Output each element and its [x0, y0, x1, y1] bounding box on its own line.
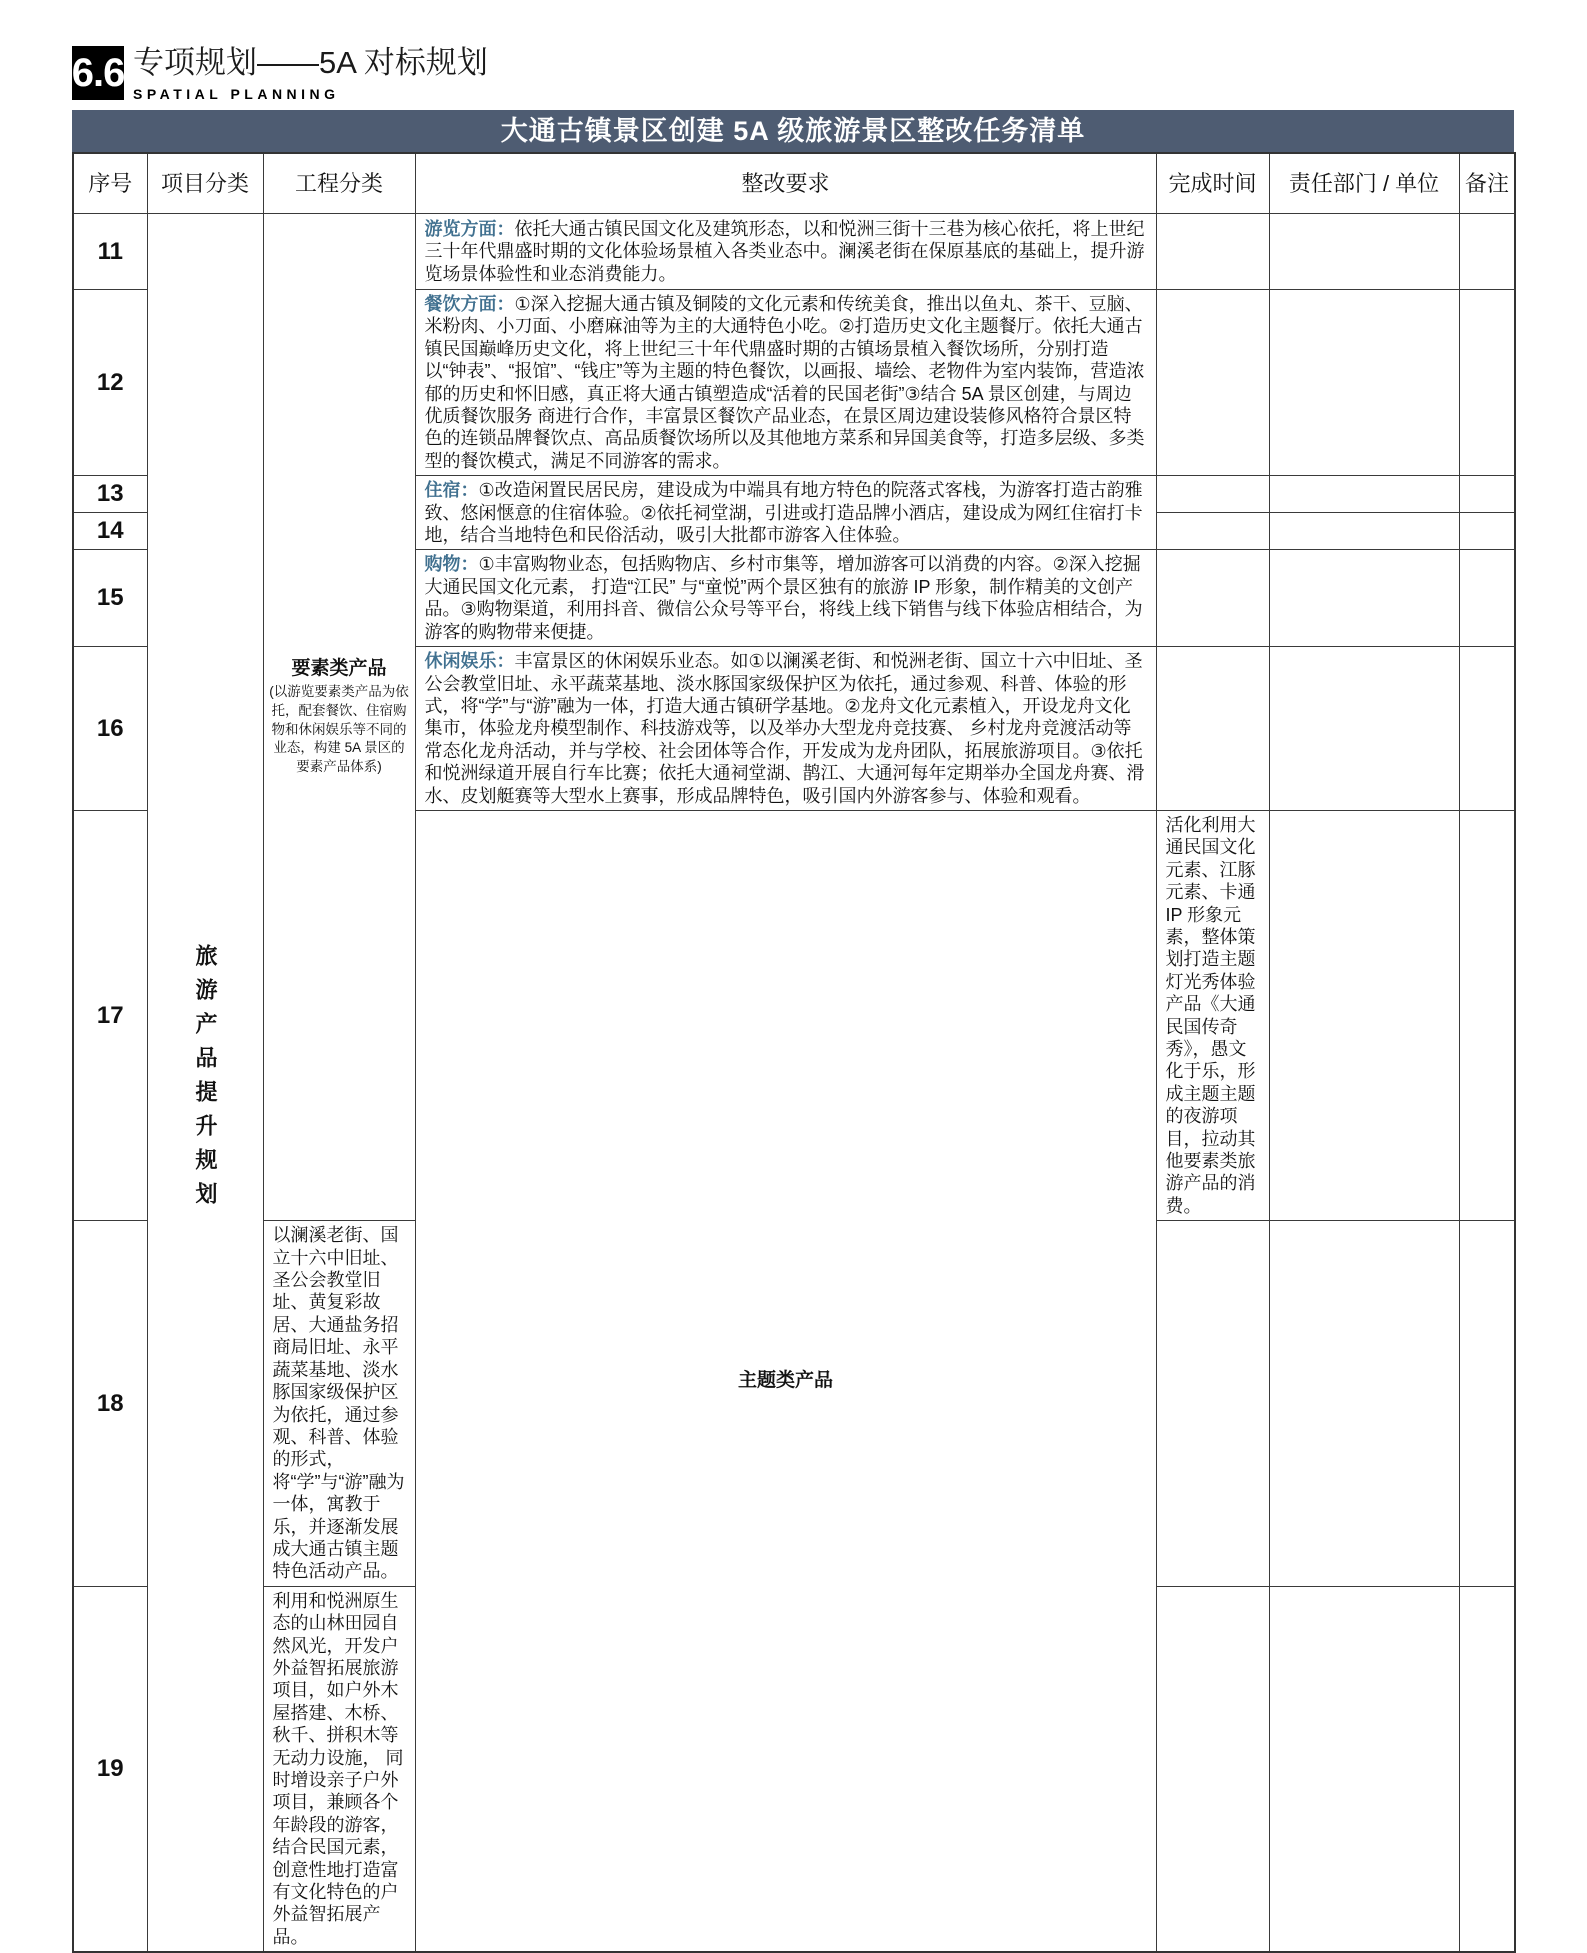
completion-time-cell	[1156, 1221, 1269, 1587]
responsible-dept-cell	[1269, 512, 1459, 550]
row-number: 13	[73, 476, 147, 513]
completion-time-cell	[1156, 550, 1269, 647]
project-category-cell	[147, 214, 263, 1953]
engineering-category-elements-cell	[263, 214, 415, 1221]
completion-time-cell	[1156, 214, 1269, 290]
remark-cell	[1459, 476, 1515, 513]
section-number-badge: 6.6	[72, 46, 124, 100]
row-number: 11	[73, 214, 147, 290]
requirement-text: 丰富景区的休闲娱乐业态。如①以澜溪老街、和悦洲老街、国立十六中旧址、圣公会教堂旧址、永平蔬菜基地、淡水豚国家级保护区为依托，通过参观、科普、体验的形式，将“学”与“游”融为一体，打造大通古镇研学基地。②龙舟文化元素植入，开设龙舟文化集市，体验龙舟模型制作、科技游戏等，以及举办大型龙舟竞技赛、 乡村龙舟竞渡活动等常态化龙舟活动，并与学校、社会团体等合作，开发成为龙舟团队，拓展旅游项目。③依托和悦洲绿道开展自行车比赛；依托大通祠堂湖、鹊江、大通河每年定期举办全国龙舟赛、滑水、皮划艇赛等大型水上赛事，形成品牌特色，吸引国内外游客参与、体验和观看。	[424, 651, 1145, 806]
remark-cell	[1459, 290, 1515, 476]
requirement-cell	[263, 1586, 415, 1952]
completion-time-cell	[1156, 290, 1269, 476]
responsible-dept-cell	[1269, 290, 1459, 476]
responsible-dept-cell	[1269, 1586, 1459, 1952]
requirement-label: 休闲娱乐：	[424, 651, 515, 672]
requirement-cell	[263, 1221, 415, 1587]
engineering-category-theme-cell	[415, 810, 1156, 1952]
responsible-dept-cell	[1269, 476, 1459, 513]
elements-product-note: (以游览要素类产品为依托，配套餐饮、住宿购物和休闲娱乐等不同的业态，构建 5A 景区的要素产品体系)	[269, 683, 409, 775]
remark-cell	[1459, 1221, 1515, 1587]
page-header	[72, 46, 488, 102]
requirement-text: ①丰富购物业态，包括购物店、乡村市集等，增加游客可以消费的内容。②深入挖掘大通民国文化元素， 打造“江民” 与“童悦”两个景区独有的旅游 IP 形象，制作精美的文创产品。③购物渠道，利用抖音、微信公众号等平台，将线上线下销售与线下体验店相结合，为游客的购物带来便捷。	[424, 554, 1143, 642]
row-number: 15	[73, 550, 147, 647]
requirement-label: 住宿：	[424, 480, 479, 501]
requirement-text: ①深入挖掘大通古镇及铜陵的文化元素和传统美食，推出以鱼丸、茶干、豆脑、米粉肉、小刀面、小磨麻油等为主的大通特色小吃。②打造历史文化主题餐厅。依托大通古镇民国巅峰历史文化，将上世纪三十年代鼎盛时期的古镇场景植入餐饮场所，分别打造以“钟表”、“报馆”、“钱庄”等为主题的特色餐饮，以画报、墙绘、老物件为室内装饰，营造浓郁的历史和怀旧感，真正将大通古镇塑造成“活着的民国老街”③结合 5A 景区创建，与周边优质餐饮服务 商进行合作，丰富景区餐饮产品业态，在景区周边建设装修风格符合景区特色的连锁品牌餐饮点、高品质餐饮场所以及其他地方菜系和异国美食等，打造多层级、多类型的餐饮模式，满足不同游客的需求。	[424, 294, 1145, 471]
column-header-project: 项目分类	[147, 153, 263, 214]
page-title: 专项规划——5A 对标规划	[133, 45, 488, 80]
column-header-engineering: 工程分类	[263, 153, 415, 214]
row-number: 14	[73, 512, 147, 550]
column-header-remark: 备注	[1459, 153, 1515, 214]
task-table	[72, 152, 1516, 1953]
project-category-label: 旅游产品提升规划	[193, 944, 218, 1217]
row-number: 19	[73, 1586, 147, 1952]
requirement-cell	[415, 550, 1156, 647]
requirement-text: 依托大通古镇民国文化及建筑形态，以和悦洲三街十三巷为核心依托，将上世纪三十年代鼎盛时期的文化体验场景植入各类业态中。澜溪老街在保原基底的基础上，提升游览场景体验性和业态消费能力。	[424, 218, 1145, 284]
requirement-text: 利用和悦洲原生态的山林田园自然风光，开发户外益智拓展旅游项目，如户外木屋搭建、木桥、秋千、拼积木等无动力设施， 同时增设亲子户外项目，兼顾各个年龄段的游客，结合民国元素，创意性地打造富有文化特色的户外益智拓展产品。	[272, 1590, 404, 1947]
completion-time-cell	[1156, 1586, 1269, 1952]
requirement-text: ①改造闲置民居民房，建设成为中端具有地方特色的院落式客栈，为游客打造古韵雅致、悠闲惬意的住宿体验。②依托祠堂湖，引进或打造品牌小酒店，建设成为网红住宿打卡地，结合当地特色和民俗活动，吸引大批都市游客入住体验。	[424, 480, 1143, 546]
row-number: 18	[73, 1221, 147, 1587]
remark-cell	[1459, 512, 1515, 550]
row-number: 17	[73, 810, 147, 1220]
table-header-row	[73, 153, 1515, 214]
page-header-titles	[133, 46, 488, 102]
responsible-dept-cell	[1269, 1221, 1459, 1587]
responsible-dept-cell	[1459, 810, 1515, 1220]
completion-time-cell	[1156, 647, 1269, 811]
column-header-time: 完成时间	[1156, 153, 1269, 214]
completion-time-cell	[1156, 476, 1269, 513]
elements-product-title: 要素类产品	[291, 658, 387, 680]
responsible-dept-cell	[1269, 214, 1459, 290]
remark-cell	[1459, 1586, 1515, 1952]
requirement-cell	[415, 476, 1156, 550]
completion-time-cell	[1269, 810, 1459, 1220]
requirement-label: 购物：	[424, 554, 479, 575]
remark-cell	[1459, 214, 1515, 290]
requirement-text: 活化利用大通民国文化元素、江豚元素、卡通 IP 形象元素，整体策划打造主题灯光秀体验产品《大通民国传奇秀》，愚文化于乐，形成主题主题的夜游项目，拉动其他要素类旅游产品的消费。	[1165, 814, 1256, 1216]
remark-cell	[1459, 647, 1515, 811]
requirement-cell	[1156, 810, 1269, 1220]
requirement-label: 餐饮方面：	[424, 294, 515, 314]
task-table-wrapper	[72, 110, 1514, 1953]
requirement-cell	[415, 290, 1156, 476]
page-subtitle: SPATIAL PLANNING	[133, 86, 340, 102]
theme-product-title: 主题类产品	[737, 1369, 833, 1391]
requirement-cell	[415, 214, 1156, 290]
column-header-no: 序号	[73, 153, 147, 214]
table-title-bar: 大通古镇景区创建 5A 级旅游景区整改任务清单	[72, 110, 1514, 152]
column-header-requirement: 整改要求	[415, 153, 1156, 214]
completion-time-cell	[1156, 512, 1269, 550]
requirement-text: 以澜溪老街、国立十六中旧址、圣公会教堂旧址、黄复彩故居、大通盐务招商局旧址、永平蔬菜基地、淡水豚国家级保护区为依托，通过参观、科普、体验的形式，将“学”与“游”融为一体，寓教于乐，并逐渐发展成大通古镇主题特色活动产品。	[272, 1225, 405, 1582]
table-row	[73, 214, 1515, 290]
requirement-label: 游览方面：	[424, 218, 515, 239]
row-number: 12	[73, 290, 147, 476]
requirement-cell	[415, 647, 1156, 811]
responsible-dept-cell	[1269, 550, 1459, 647]
remark-cell	[1459, 550, 1515, 647]
row-number: 16	[73, 647, 147, 811]
responsible-dept-cell	[1269, 647, 1459, 811]
column-header-dept: 责任部门 / 单位	[1269, 153, 1459, 214]
